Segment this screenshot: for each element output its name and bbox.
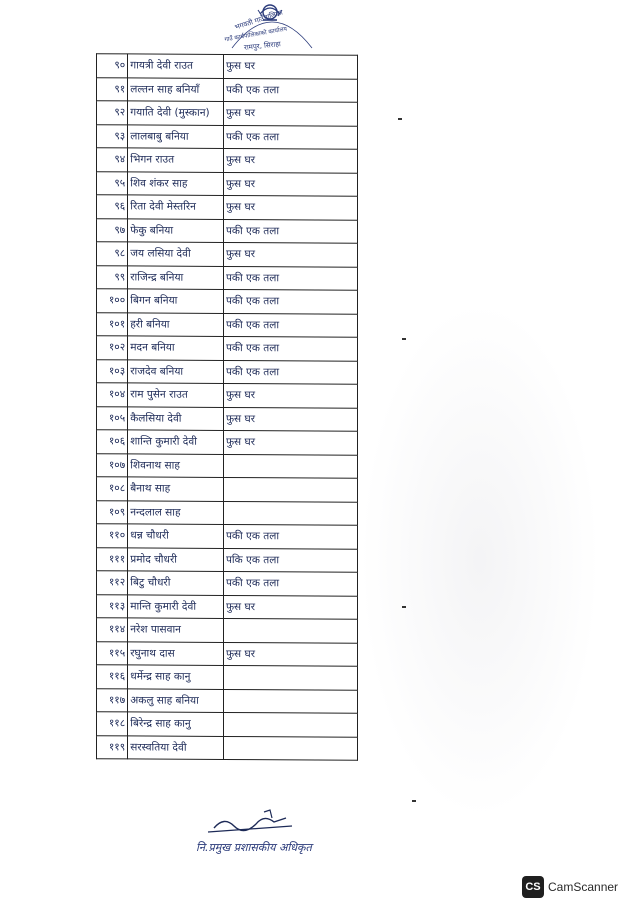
table-row — [97, 336, 358, 361]
name-cell: मदन बनिया — [128, 336, 224, 360]
name-cell: कैलसिया देवी — [128, 406, 224, 430]
house-type-cell: फुस घर — [223, 54, 357, 78]
camscanner-watermark — [522, 876, 618, 898]
name-cell: शिवनाथ साह — [128, 453, 224, 477]
name-cell: रघुनाथ दास — [128, 641, 224, 665]
house-type-cell: फुस घर — [223, 172, 357, 196]
house-type-cell: फुस घर — [223, 642, 357, 666]
name-cell: सरस्वतिया देवी — [128, 735, 224, 759]
seal-line-1: भगवती गाउँपालिका — [233, 8, 284, 32]
name-cell: गायत्री देवी राउत — [128, 54, 224, 78]
house-type-cell: फुस घर — [223, 383, 357, 407]
house-type-cell: पकी एक तला — [223, 571, 357, 595]
scan-speck — [412, 800, 416, 802]
house-type-cell — [223, 618, 357, 642]
camscanner-text: CamScanner — [548, 880, 619, 894]
scan-speck — [402, 606, 406, 608]
house-type-cell: फुस घर — [223, 430, 357, 454]
table-row — [97, 406, 358, 431]
name-cell: नन्दलाल साह — [128, 500, 224, 524]
house-type-cell: पकी एक तला — [223, 289, 357, 313]
table-row — [97, 242, 358, 267]
table-row — [97, 665, 358, 690]
table-row — [97, 453, 358, 478]
serial-number-cell: ९१ — [97, 77, 128, 101]
name-cell: गयाति देवी (मुस्कान) — [128, 101, 224, 125]
name-cell: धर्मेन्द्र साह कानु — [128, 665, 224, 689]
handwritten-signature — [200, 808, 300, 842]
name-cell: भिगन राउत — [128, 148, 224, 172]
house-type-cell: पकी एक तला — [223, 125, 357, 149]
name-cell: शान्ति कुमारी देवी — [128, 430, 224, 454]
house-type-cell — [223, 736, 357, 760]
serial-number-cell: ११८ — [97, 712, 128, 736]
name-cell: प्रमोद चौधरी — [128, 547, 224, 571]
serial-number-cell: १०० — [97, 289, 128, 313]
house-type-cell — [223, 477, 357, 501]
house-type-cell — [223, 454, 357, 478]
house-type-cell: फुस घर — [223, 195, 357, 219]
name-cell: रिता देवी मेस्तरिन — [128, 195, 224, 219]
name-cell: धन्न चौधरी — [128, 524, 224, 548]
house-type-cell — [223, 712, 357, 736]
table-row — [97, 148, 358, 173]
serial-number-cell: ९४ — [97, 148, 128, 172]
house-type-cell: पकी एक तला — [223, 524, 357, 548]
serial-number-cell: ९३ — [97, 124, 128, 148]
house-type-cell: पकी एक तला — [223, 336, 357, 360]
table-row — [97, 524, 358, 549]
serial-number-cell: १०७ — [97, 453, 128, 477]
name-cell: शिव शंकर साह — [128, 171, 224, 195]
name-cell: मान्ति कुमारी देवी — [128, 594, 224, 618]
serial-number-cell: ९६ — [97, 195, 128, 219]
serial-number-cell: १०९ — [97, 500, 128, 524]
name-cell: हरी बनिया — [128, 312, 224, 336]
serial-number-cell: ११४ — [97, 618, 128, 642]
household-table-body — [97, 54, 358, 761]
table-row — [97, 54, 358, 79]
serial-number-cell: ९८ — [97, 242, 128, 266]
office-seal — [222, 0, 322, 58]
name-cell: बैनाथ साह — [128, 477, 224, 501]
scan-speck — [398, 118, 402, 120]
name-cell: फेकु बनिया — [128, 218, 224, 242]
serial-number-cell: ९५ — [97, 171, 128, 195]
serial-number-cell: ११३ — [97, 594, 128, 618]
house-type-cell: फुस घर — [223, 148, 357, 172]
serial-number-cell: १११ — [97, 547, 128, 571]
table-row — [97, 547, 358, 572]
table-row — [97, 124, 358, 149]
table-row — [97, 500, 358, 525]
serial-number-cell: ११७ — [97, 688, 128, 712]
table-row — [97, 265, 358, 290]
table-row — [97, 594, 358, 619]
name-cell: बिगन बनिया — [128, 289, 224, 313]
table-row — [97, 312, 358, 337]
paper-shade — [360, 300, 600, 820]
name-cell: लल्तन साह बनियाँ — [128, 77, 224, 101]
house-type-cell: फुस घर — [223, 101, 357, 125]
seal-line-3: रामपुर, सिराहा — [243, 40, 282, 52]
table-row — [97, 641, 358, 666]
serial-number-cell: ११० — [97, 524, 128, 548]
table-row — [97, 171, 358, 196]
house-type-cell: पकि एक तला — [223, 548, 357, 572]
name-cell: बिटु चौधरी — [128, 571, 224, 595]
serial-number-cell: १०६ — [97, 430, 128, 454]
name-cell: जय लसिया देवी — [128, 242, 224, 266]
name-cell: बिरेन्द्र साह कानु — [128, 712, 224, 736]
house-type-cell: पकी एक तला — [223, 219, 357, 243]
table-row — [97, 77, 358, 102]
table-row — [97, 712, 358, 737]
table-row — [97, 289, 358, 314]
name-cell: नरेश पासवान — [128, 618, 224, 642]
household-table — [96, 53, 358, 761]
name-cell: राजदेव बनिया — [128, 359, 224, 383]
table-row — [97, 688, 358, 713]
house-type-cell: फुस घर — [223, 595, 357, 619]
serial-number-cell: ११२ — [97, 571, 128, 595]
house-type-cell: पकी एक तला — [223, 266, 357, 290]
serial-number-cell: १०५ — [97, 406, 128, 430]
house-type-cell — [223, 665, 357, 689]
serial-number-cell: ९७ — [97, 218, 128, 242]
table-row — [97, 618, 358, 643]
serial-number-cell: १०२ — [97, 336, 128, 360]
house-type-cell — [223, 689, 357, 713]
signatory-title: नि.प्रमुख प्रशासकीय अधिकृत — [196, 841, 312, 854]
house-type-cell: पकी एक तला — [223, 360, 357, 384]
scan-speck — [402, 338, 406, 340]
name-cell: राम पुसेन राउत — [128, 383, 224, 407]
table-row — [97, 571, 358, 596]
table-row — [97, 101, 358, 126]
house-type-cell: पकी एक तला — [223, 313, 357, 337]
house-type-cell: पकी एक तला — [223, 78, 357, 102]
table-row — [97, 359, 358, 384]
table-row — [97, 477, 358, 502]
serial-number-cell: १०१ — [97, 312, 128, 336]
camscanner-logo-icon: CS — [522, 876, 544, 898]
serial-number-cell: ९० — [97, 54, 128, 78]
name-cell: लालबाबु बनिया — [128, 124, 224, 148]
table-row — [97, 218, 358, 243]
serial-number-cell: १०८ — [97, 477, 128, 501]
serial-number-cell: ९२ — [97, 101, 128, 125]
serial-number-cell: १०३ — [97, 359, 128, 383]
serial-number-cell: ११६ — [97, 665, 128, 689]
name-cell: अकलु साह बनिया — [128, 688, 224, 712]
serial-number-cell: ११९ — [97, 735, 128, 759]
serial-number-cell: ९९ — [97, 265, 128, 289]
seal-line-2: गाउँ कार्यपालिकाको कार्यालय — [223, 25, 288, 44]
serial-number-cell: ११५ — [97, 641, 128, 665]
house-type-cell — [223, 501, 357, 525]
table-row — [97, 430, 358, 455]
name-cell: राजिन्द्र बनिया — [128, 265, 224, 289]
house-type-cell: फुस घर — [223, 407, 357, 431]
table-row — [97, 735, 358, 760]
table-row — [97, 383, 358, 408]
signature-block — [190, 808, 320, 868]
house-type-cell: फुस घर — [223, 242, 357, 266]
table-row — [97, 195, 358, 220]
serial-number-cell: १०४ — [97, 383, 128, 407]
